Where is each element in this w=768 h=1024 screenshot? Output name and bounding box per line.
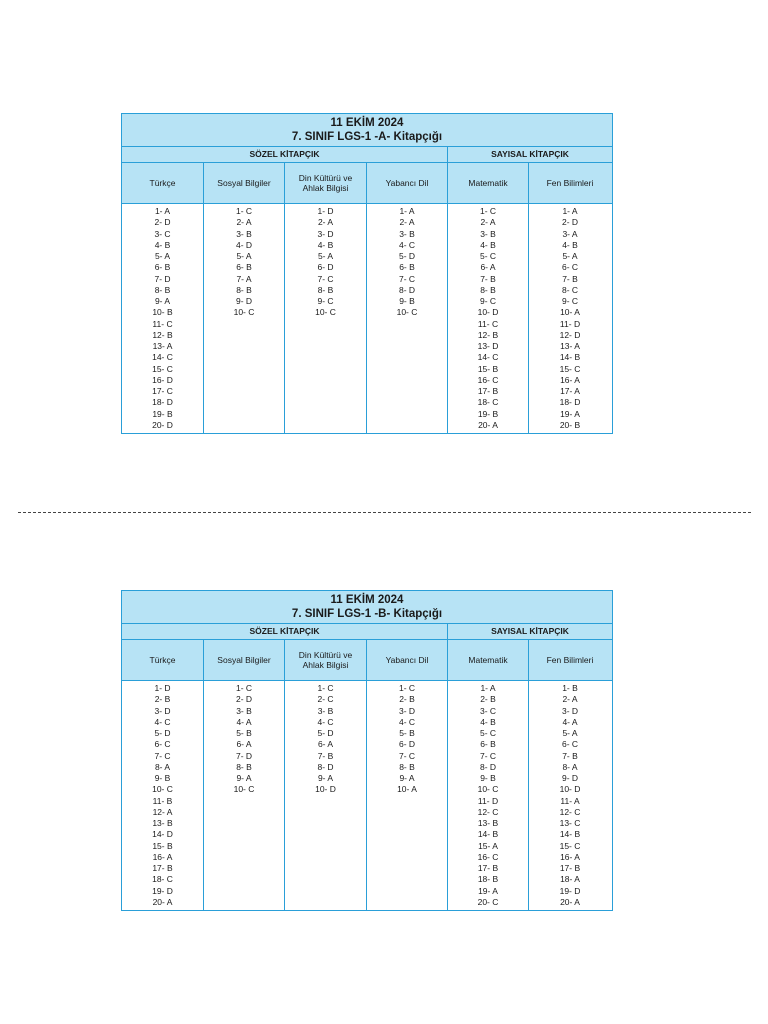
answer-item: 6- A: [236, 739, 252, 750]
answer-item: 17- B: [477, 386, 499, 396]
answer-item: 19- A: [560, 408, 580, 419]
answer-item: 14- D: [152, 829, 173, 840]
answer-item: 20- D: [152, 419, 173, 430]
answer-item: 4- B: [562, 239, 578, 250]
answer-item: 2- C: [317, 694, 334, 705]
answer-item: 4- C: [398, 239, 416, 250]
section-sozel: SÖZEL KİTAPÇIK: [122, 147, 448, 162]
answer-item: 4- A: [562, 716, 578, 727]
answer-item: 13- B: [152, 818, 173, 828]
answer-item: 10- C: [396, 307, 418, 318]
answer-item: 15- C: [152, 363, 173, 374]
answer-item: 1- A: [399, 206, 415, 216]
sheet-title: [122, 591, 612, 624]
answers-matematik: [448, 204, 529, 434]
cut-line-divider: [18, 512, 751, 513]
answer-item: 11- D: [477, 795, 499, 806]
answer-item: 8- B: [236, 284, 252, 295]
section-sozel: SÖZEL KİTAPÇIK: [122, 624, 448, 639]
column-header-fen: Fen Bilimleri: [546, 655, 594, 665]
answer-item: 2- B: [154, 694, 171, 705]
answer-item: 3- C: [154, 228, 171, 239]
answer-item: 2- A: [236, 217, 252, 228]
answer-item: 8- A: [562, 761, 578, 772]
answer-item: 4- B: [317, 239, 334, 250]
answer-item: 3- D: [154, 705, 171, 716]
answer-item: 9- C: [561, 296, 579, 306]
answer-item: 6- A: [480, 262, 496, 273]
answer-item: 2- A: [317, 217, 334, 228]
answer-item: 7- D: [154, 273, 171, 284]
answer-item: 6- C: [154, 739, 171, 750]
answer-item: 2- A: [480, 217, 496, 228]
answer-item: 1- A: [480, 683, 496, 693]
answer-item: 16- C: [477, 851, 499, 862]
answer-item: 1- C: [235, 683, 253, 693]
answer-item: 19- D: [152, 885, 173, 896]
answer-item: 14- C: [152, 352, 173, 363]
answer-item: 20- A: [560, 896, 580, 907]
answer-item: 5- D: [154, 728, 171, 738]
answer-item: 9- A: [236, 773, 252, 783]
answer-item: 4- C: [317, 716, 334, 727]
section-header-row: [122, 624, 612, 640]
answers-turkce: [122, 681, 204, 911]
answer-item: 6- C: [561, 739, 579, 750]
answer-item: 8- B: [480, 284, 496, 295]
answer-item: 12- A: [152, 806, 173, 817]
answer-item: 19- B: [477, 408, 499, 419]
answer-item: 1- D: [317, 206, 334, 216]
answer-item: 9- A: [154, 296, 171, 306]
column-header-yabanci: Yabancı Dil: [367, 163, 448, 203]
answer-item: 3- B: [399, 228, 415, 239]
answer-item: 12- C: [559, 806, 581, 817]
answer-item: 16- A: [560, 851, 580, 862]
answer-item: 10- D: [559, 784, 581, 795]
answer-item: 4- B: [154, 239, 171, 250]
answer-item: 7- B: [480, 273, 496, 284]
answer-item: 2- D: [154, 217, 171, 228]
answer-item: 18- A: [560, 874, 580, 885]
answer-item: 18- C: [152, 874, 173, 885]
answer-item: 2- A: [399, 217, 415, 228]
answer-item: 18- D: [152, 397, 173, 408]
answer-item: 18- B: [477, 874, 499, 885]
answer-item: 10- D: [477, 307, 499, 318]
answer-item: 6- B: [236, 262, 252, 273]
answer-item: 7- D: [235, 750, 253, 761]
sheet-date: 11 EKİM 2024: [330, 594, 404, 606]
answer-item: 14- B: [559, 829, 581, 840]
answer-item: 6- D: [317, 262, 334, 273]
answer-item: 16- A: [560, 374, 580, 385]
answer-item: 16- C: [477, 374, 499, 385]
answer-item: 3- A: [562, 228, 578, 239]
answer-item: 5- A: [562, 728, 578, 738]
answer-item: 8- B: [399, 761, 415, 772]
answer-item: 9- C: [317, 296, 334, 306]
answer-item: 17- C: [152, 386, 173, 396]
answer-item: 5- A: [154, 251, 171, 261]
answer-item: 1- C: [398, 683, 416, 693]
answer-item: 3- B: [236, 228, 252, 239]
answer-item: 15- B: [152, 840, 173, 851]
answer-item: 8- D: [479, 761, 497, 772]
answer-item: 15- C: [559, 363, 581, 374]
section-sayisal: SAYISAL KİTAPÇIK: [491, 626, 569, 636]
answer-item: 1- D: [154, 683, 171, 693]
answer-item: 15- C: [559, 840, 581, 851]
column-header-turkce: Türkçe: [122, 163, 204, 203]
answer-item: 10- A: [560, 307, 580, 318]
answer-item: 8- D: [398, 284, 416, 295]
answer-item: 9- A: [399, 773, 415, 783]
answer-key-sheet-b: [121, 590, 613, 911]
answer-item: 19- B: [152, 408, 173, 419]
answer-item: 7- C: [154, 750, 171, 761]
sheet-subtitle: 7. SINIF LGS-1 -A- Kitapçığı: [291, 131, 443, 143]
answer-item: 17- A: [560, 386, 580, 396]
answer-item: 5- A: [317, 251, 334, 261]
answer-item: 7- B: [562, 750, 578, 761]
answer-item: 20- C: [477, 896, 499, 907]
answer-item: 9- B: [154, 773, 171, 783]
answer-item: 20- A: [152, 896, 173, 907]
answer-item: 11- C: [152, 318, 173, 329]
answers-body: [122, 204, 612, 434]
answer-item: 16- D: [152, 374, 173, 385]
answer-item: 2- D: [561, 217, 579, 228]
answer-item: 6- C: [561, 262, 579, 273]
answer-item: 4- A: [236, 716, 252, 727]
answers-body: [122, 681, 612, 911]
answer-item: 6- B: [399, 262, 415, 273]
answer-item: 5- B: [236, 728, 252, 738]
answer-item: 2- B: [480, 694, 496, 705]
answer-item: 6- B: [154, 262, 171, 273]
section-sayisal: SAYISAL KİTAPÇIK: [491, 149, 569, 159]
answer-item: 11- D: [559, 318, 581, 329]
answer-item: 10- D: [315, 784, 336, 795]
column-header-sosyal: Sosyal Bilgiler: [204, 640, 285, 680]
answer-item: 17- B: [559, 863, 581, 873]
answer-item: 3- B: [317, 705, 334, 716]
column-header-fen: Fen Bilimleri: [546, 178, 594, 188]
answers-yabanci: [367, 204, 448, 434]
answer-item: 14- B: [559, 352, 581, 363]
answer-item: 15- B: [477, 363, 499, 374]
column-header-din: Din Kültürü ve Ahlak Bilgisi: [285, 163, 367, 203]
answers-sosyal: [204, 681, 285, 911]
answer-item: 10- C: [233, 307, 255, 318]
answer-item: 5- A: [562, 251, 578, 261]
answer-item: 9- D: [561, 773, 579, 783]
answer-item: 9- D: [235, 296, 253, 306]
answer-item: 13- A: [152, 341, 173, 351]
answer-item: 7- B: [562, 273, 578, 284]
answer-item: 9- A: [317, 773, 334, 783]
answer-item: 1- C: [317, 683, 334, 693]
answer-item: 12- B: [152, 329, 173, 340]
answer-item: 15- A: [478, 840, 498, 851]
answer-item: 7- C: [317, 273, 334, 284]
answer-item: 7- C: [479, 750, 497, 761]
column-header-din: Din Kültürü ve Ahlak Bilgisi: [285, 640, 367, 680]
answer-item: 5- D: [317, 728, 334, 738]
answers-din: [285, 681, 367, 911]
answer-item: 12- B: [477, 329, 499, 340]
answer-item: 7- A: [236, 273, 252, 284]
sheet-title: [122, 114, 612, 147]
answer-item: 14- B: [477, 829, 499, 840]
answer-item: 3- B: [236, 705, 252, 716]
answer-item: 6- A: [317, 739, 334, 750]
answer-item: 13- A: [560, 341, 580, 351]
answer-item: 9- B: [399, 296, 415, 306]
answer-item: 12- C: [477, 806, 499, 817]
sheet-date: 11 EKİM 2024: [330, 117, 404, 129]
answer-item: 7- B: [317, 750, 334, 761]
answer-item: 16- A: [152, 851, 173, 862]
answers-din: [285, 204, 367, 434]
answer-item: 4- C: [154, 716, 171, 727]
answer-item: 14- C: [477, 352, 499, 363]
answer-item: 10- C: [477, 784, 499, 795]
answer-item: 18- D: [559, 397, 581, 408]
answer-item: 8- C: [561, 284, 579, 295]
column-header-yabanci: Yabancı Dil: [367, 640, 448, 680]
answer-item: 18- C: [477, 397, 499, 408]
answer-key-sheet-a: [121, 113, 613, 434]
answer-item: 5- A: [236, 251, 252, 261]
answer-item: 10- C: [152, 784, 173, 795]
answer-item: 4- D: [235, 239, 253, 250]
answer-item: 1- A: [562, 206, 578, 216]
column-header-sosyal: Sosyal Bilgiler: [204, 163, 285, 203]
answer-item: 2- A: [562, 694, 578, 705]
answer-item: 7- C: [398, 273, 416, 284]
answer-item: 8- B: [154, 284, 171, 295]
answer-item: 19- A: [478, 885, 498, 896]
answer-item: 4- B: [480, 716, 496, 727]
answer-item: 3- D: [561, 705, 579, 716]
answer-item: 13- C: [559, 818, 581, 828]
answer-item: 5- C: [479, 251, 497, 261]
answer-item: 13- B: [477, 818, 499, 828]
answer-item: 4- C: [398, 716, 416, 727]
answers-turkce: [122, 204, 204, 434]
answer-item: 8- A: [154, 761, 171, 772]
answer-item: 17- B: [152, 863, 173, 873]
answer-item: 20- A: [478, 419, 498, 430]
answer-item: 9- B: [480, 773, 496, 783]
answer-item: 20- B: [559, 419, 581, 430]
answer-item: 9- C: [479, 296, 497, 306]
answers-fen: [529, 204, 611, 434]
answer-item: 7- C: [398, 750, 416, 761]
column-header-matematik: Matematik: [448, 163, 529, 203]
answer-item: 4- B: [480, 239, 496, 250]
answer-item: 13- D: [477, 341, 499, 351]
answers-matematik: [448, 681, 529, 911]
answer-item: 2- D: [235, 694, 253, 705]
answer-item: 1- C: [235, 206, 253, 216]
answer-item: 19- D: [559, 885, 581, 896]
answer-item: 6- B: [480, 739, 496, 750]
answer-item: 3- C: [479, 705, 497, 716]
answers-yabanci: [367, 681, 448, 911]
answer-item: 10- B: [152, 307, 173, 318]
column-header-turkce: Türkçe: [122, 640, 204, 680]
answer-item: 5- B: [399, 728, 415, 738]
answer-item: 8- D: [317, 761, 334, 772]
column-header-row: [122, 640, 612, 681]
answer-item: 5- D: [398, 251, 416, 261]
answer-item: 12- D: [559, 329, 581, 340]
answer-item: 2- B: [399, 694, 415, 705]
answer-item: 5- C: [479, 728, 497, 738]
answer-item: 8- B: [317, 284, 334, 295]
answer-item: 1- A: [154, 206, 171, 216]
answers-fen: [529, 681, 611, 911]
answer-item: 8- B: [236, 761, 252, 772]
column-header-matematik: Matematik: [448, 640, 529, 680]
answer-item: 3- B: [480, 228, 496, 239]
section-header-row: [122, 147, 612, 163]
answer-item: 1- C: [479, 206, 497, 216]
sheet-subtitle: 7. SINIF LGS-1 -B- Kitapçığı: [291, 608, 443, 620]
column-header-row: [122, 163, 612, 204]
answers-sosyal: [204, 204, 285, 434]
answer-item: 11- A: [560, 795, 580, 806]
answer-item: 3- D: [398, 705, 416, 716]
answer-item: 6- D: [398, 739, 416, 750]
answer-item: 11- B: [152, 795, 173, 806]
answer-item: 3- D: [317, 228, 334, 239]
answer-item: 1- B: [562, 683, 578, 693]
answer-item: 17- B: [477, 863, 499, 873]
answer-item: 10- C: [315, 307, 336, 318]
answer-item: 10- C: [233, 784, 255, 795]
answer-item: 10- A: [397, 784, 417, 795]
answer-item: 11- C: [477, 318, 499, 329]
